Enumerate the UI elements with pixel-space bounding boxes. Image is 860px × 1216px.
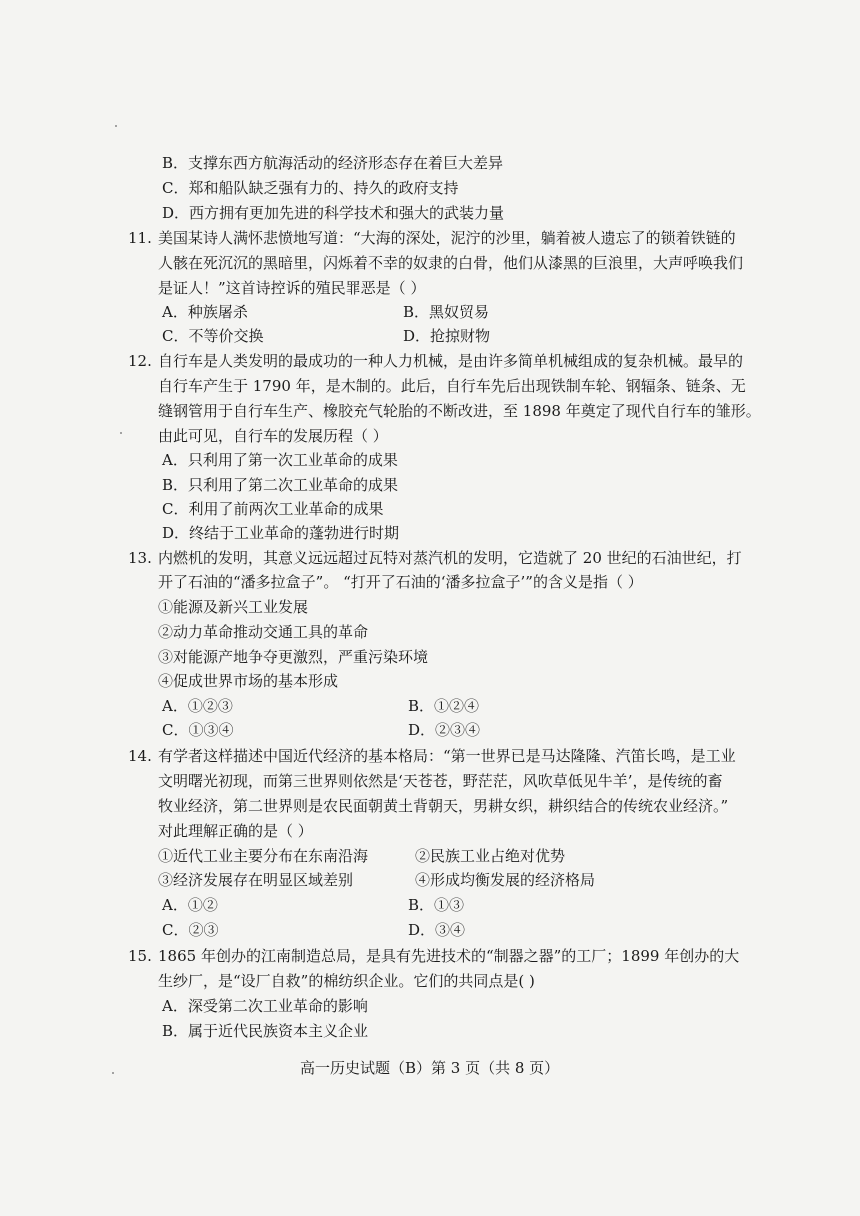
- q10-option-d: D．西方拥有更加先进的科学技术和强大的武装力量: [162, 204, 505, 222]
- q11-stem-line: 是证人！”这首诗控诉的殖民罪恶是（ ）: [158, 279, 426, 297]
- q15-option-a: A．深受第二次工业革命的影响: [162, 997, 368, 1015]
- q13-item: ②动力革命推动交通工具的革命: [158, 623, 369, 641]
- q15-number: 15.: [128, 947, 152, 965]
- q10-option-b: B．支撑东西方航海活动的经济形态存在着巨大差异: [162, 154, 504, 172]
- q11-option-c: C．不等价交换: [162, 327, 264, 345]
- q11-option-b: B．黑奴贸易: [403, 303, 490, 321]
- q12-stem-line: 自行车产生于 1790 年，是木制的。此后，自行车先后出现铁制车轮、钢辐条、链条、无: [158, 377, 746, 395]
- q12-stem-line: 自行车是人类发明的最成功的一种人力机械，是由许多简单机械组成的复杂机械。最早的: [158, 352, 744, 370]
- q12-option-d: D．终结于工业革命的蓬勃进行时期: [162, 524, 400, 542]
- q14-option-a: A．①②: [162, 896, 218, 914]
- q13-item: ③对能源产地争夺更激烈，严重污染环境: [158, 648, 429, 666]
- q12-option-c: C．利用了前两次工业革命的成果: [162, 500, 384, 518]
- scan-speck: [112, 1072, 114, 1074]
- q14-item: ③经济发展存在明显区域差别: [158, 871, 354, 889]
- q15-stem-line: 生纱厂，是“设厂自救”的棉纺织企业。它们的共同点是( ): [158, 972, 535, 990]
- q13-option-b: B．①②④: [408, 697, 480, 715]
- q14-item: ①近代工业主要分布在东南沿海: [158, 847, 369, 865]
- q14-option-c: C．②③: [162, 921, 219, 939]
- q12-option-b: B．只利用了第二次工业革命的成果: [162, 476, 399, 494]
- q14-item: ②民族工业占绝对优势: [415, 847, 566, 865]
- q14-option-d: D．③④: [408, 921, 466, 939]
- q14-stem-line: 有学者这样描述中国近代经济的基本格局：“第一世界已是马达隆隆、汽笛长鸣，是工业: [158, 747, 736, 765]
- q14-stem-line: 文明曙光初现，而第三世界则依然是‘天苍苍，野茫茫，风吹草低见牛羊’，是传统的畜: [158, 772, 723, 790]
- scan-speck: [120, 432, 122, 434]
- q13-stem-line: 内燃机的发明，其意义远远超过瓦特对蒸汽机的发明，它造就了 20 世纪的石油世纪，打: [158, 549, 742, 567]
- page-footer: 高一历史试题（B）第 3 页（共 8 页）: [300, 1059, 560, 1077]
- q12-number: 12.: [128, 352, 152, 370]
- q12-stem-line: 缝钢管用于自行车生产、橡胶充气轮胎的不断改进，至 1898 年奠定了现代自行车的雏形。: [158, 402, 761, 420]
- scan-speck: [115, 125, 117, 127]
- q15-option-b: B．属于近代民族资本主义企业: [162, 1022, 369, 1040]
- q11-option-a: A．种族屠杀: [162, 303, 248, 321]
- q14-number: 14.: [128, 747, 152, 765]
- q12-option-a: A．只利用了第一次工业革命的成果: [162, 451, 398, 469]
- q11-stem-line: 美国某诗人满怀悲愤地写道：“大海的深处，泥泞的沙里，躺着被人遗忘了的锁着铁链的: [158, 229, 736, 247]
- q14-item: ④形成均衡发展的经济格局: [415, 871, 596, 889]
- q13-option-d: D．②③④: [408, 721, 481, 739]
- q11-number: 11.: [128, 229, 152, 247]
- q13-item: ①能源及新兴工业发展: [158, 598, 309, 616]
- q13-item: ④促成世界市场的基本形成: [158, 672, 339, 690]
- q11-stem-line: 人骸在死沉沉的黑暗里，闪烁着不幸的奴隶的白骨，他们从漆黑的巨浪里，大声呼唤我们: [158, 254, 744, 272]
- q14-stem-line: 牧业经济，第二世界则是农民面朝黄土背朝天，男耕女织，耕织结合的传统农业经济。”: [158, 797, 729, 815]
- q15-stem-line: 1865 年创办的江南制造总局，是具有先进技术的“制器之器”的工厂；1899 年创办的大: [158, 947, 740, 965]
- q11-option-d: D．抢掠财物: [403, 327, 491, 345]
- q10-option-c: C．郑和船队缺乏强有力的、持久的政府支持: [162, 179, 459, 197]
- q13-number: 13.: [128, 549, 152, 567]
- q13-option-a: A．①②③: [162, 697, 233, 715]
- q13-option-c: C．①③④: [162, 721, 234, 739]
- q13-stem-line: 开了石油的“潘多拉盒子”。 “打开了石油的‘潘多拉盒子’”的含义是指（ ）: [158, 573, 643, 591]
- q12-stem-line: 由此可见，自行车的发展历程（ ）: [158, 427, 388, 445]
- q14-stem-line: 对此理解正确的是（ ）: [158, 822, 313, 840]
- q14-option-b: B．①③: [408, 896, 465, 914]
